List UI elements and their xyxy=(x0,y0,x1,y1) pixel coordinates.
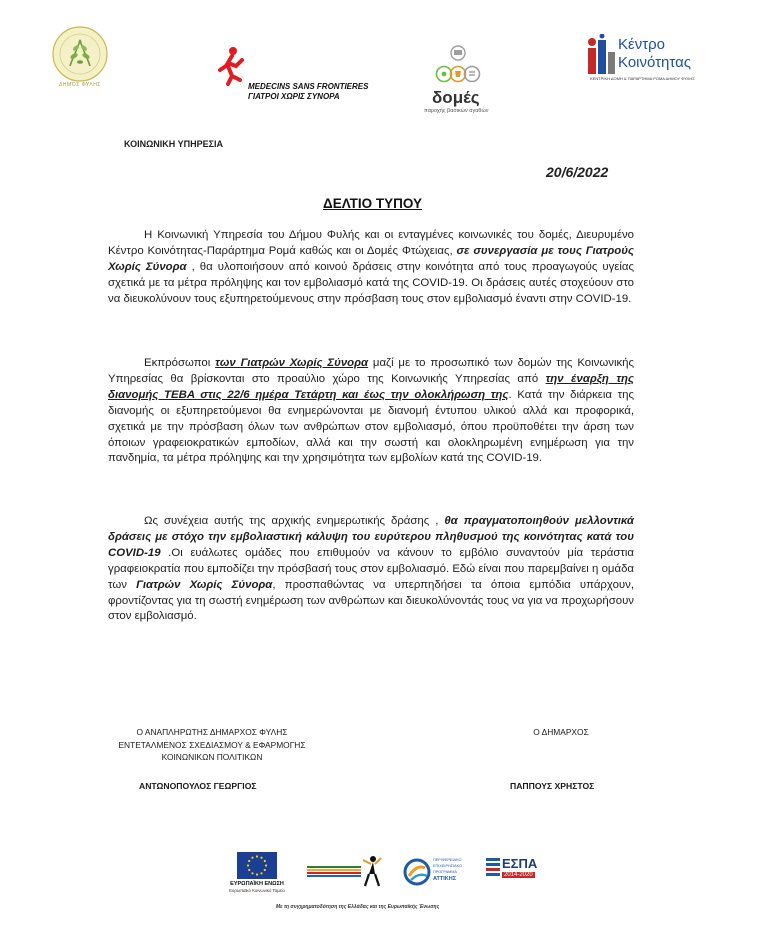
signature-left-line1: Ο ΑΝΑΠΛΗΡΩΤΗΣ ΔΗΜΑΡΧΟΣ ΦΥΛΗΣ xyxy=(136,727,288,737)
espa-logo xyxy=(486,856,546,886)
p2-text-d: την έναρξη της διανομής ΤΕΒΑ στις 22/6 ημέρα Τετάρτη και έως την ολοκλήρωση της xyxy=(108,372,634,401)
signature-left-title xyxy=(108,726,316,764)
kentro-title-line2: Κοινότητας xyxy=(618,54,692,71)
signature-right-title: Ο ΔΗΜΑΡΧΟΣ xyxy=(533,727,589,737)
dimos-fylis-label: ΔΗΜΟΣ ΦΥΛΗΣ xyxy=(59,82,101,88)
msf-runner-icon xyxy=(218,46,246,86)
p1-text-a: Η Κοινωνική Υπηρεσία του Δήμου Φυλής και οι ενταγμένες κοινωνικές του δομές, Διευρυμένο Κέντρο Κοινότητας-Παράρτημα Ρομά καθώς και οι Δομές Φτώχειας, xyxy=(108,229,634,257)
p1-text-b: σε συνεργασία με τους Γιατρούς Χωρίς Σύνορα xyxy=(108,244,634,273)
attiki-line2: ΕΠΙΧΕΙΡΗΣΙΑΚΟ xyxy=(433,864,463,868)
document-title: ΔΕΛΤΙΟ ΤΥΠΟΥ xyxy=(323,196,422,211)
msf-logo xyxy=(218,46,369,101)
espa-name: ΕΣΠΑ xyxy=(502,856,538,871)
domes-icons xyxy=(434,44,482,86)
p2-text-e: . Κατά την διάρκεια της διανομής οι εξυπηρετούμενοι θα ενημερώνονται με διανομή έντυπου υλικού αλλά και προφορικά, σχετικά με την πρόσβαση όλων των ανθρώπων στον εμβολιασμό, όπου προϋποθέτει την άρση των όποιων γραφειοκρατικών εμποδίων, αλλά και την σωστή και ολοκληρωμένη ενημέρωση για την πανδημία, τα μέτρα πρόληψης και την χρησιμότητα των εμβολίων κατά της COVID-19. xyxy=(108,388,634,465)
municipality-seal-icon xyxy=(52,26,108,82)
attiki-line1: ΠΕΡΙΦΕΡΕΙΑΚΟ xyxy=(433,858,462,862)
p3-text-b: θα πραγματοποιηθούν μελλοντικά δράσεις με στόχο την εμβολιαστική κάλυψη του ευρύτερου πληθυσμού της κοινότητας κατά του COVID-19 xyxy=(108,515,634,559)
espa-years: 2014-2020 xyxy=(504,872,533,878)
community-people-icon xyxy=(588,34,616,74)
dimos-fylis-logo xyxy=(52,26,108,88)
p2-text-a: Εκπρόσωποι xyxy=(144,357,216,369)
eu-flag-icon xyxy=(237,852,277,879)
attiki-line3: ΠΡΟΓΡΑΜΜΑ xyxy=(433,870,457,874)
signature-left-line2: ΕΝΤΕΤΑΛΜΕΝΟΣ ΣΧΕΔΙΑΣΜΟΥ & ΕΦΑΡΜΟΓΗΣ xyxy=(118,739,306,750)
p3-text-c: .Οι ευάλωτες ομάδες που επιθυμούν να κάνουν το εμβόλιο συναντούν μία τεράστια γραφειοκρατία που εμποδίζει την πρόσβασή τους στον εμβολιασμό. Εδώ είναι που παρεμβαίνει η ομάδα των xyxy=(108,546,634,591)
signature-left-line3: ΚΟΙΝΩΝΙΚΩΝ ΠΟΛΙΤΙΚΩΝ xyxy=(161,752,263,762)
signature-right-name: ΠΑΠΠΟΥΣ ΧΡΗΣΤΟΣ xyxy=(510,781,595,791)
kentro-title-line1: Κέντρο xyxy=(618,36,665,53)
paragraph-1 xyxy=(108,228,634,308)
msf-name-latin: MEDECINS SANS FRONTIERES xyxy=(248,82,369,91)
cofinance-note: Με τη συγχρηματοδότηση της Ελλάδας και της Ευρωπαϊκής Ένωσης xyxy=(276,904,440,910)
domes-subtitle: παροχής βασικών αγαθών xyxy=(424,108,489,114)
attiki-line4: ΑΤΤΙΚΗΣ xyxy=(433,876,457,882)
attiki-swirl-icon xyxy=(403,858,431,886)
paragraph-2 xyxy=(108,356,634,467)
p2-text-c: μαζί με το προσωπικό των δομών της Κοινωνικής Υπηρεσίας θα βρίσκονται στο προαύλιο χώρο της Κοινωνικής Υπηρεσίας από xyxy=(108,357,634,385)
signature-left-name: ΑΝΤΩΝΟΠΟΥΛΟΣ ΓΕΩΡΓΙΟΣ xyxy=(139,781,257,791)
eu-label: ΕΥΡΩΠΑΪΚΗ ΕΝΩΣΗ xyxy=(230,881,284,887)
department-label: ΚΟΙΝΩΝΙΚΗ ΥΠΗΡΕΣΙΑ xyxy=(124,139,224,149)
p2-text-b: των Γιατρών Χωρίς Σύνορα xyxy=(215,357,369,369)
kentro-subtitle: ΚΕΝΤΡΙΚΗ ΔΟΜΗ & ΠΑΡΑΡΤΗΜΑ ΡΟΜΑ ΔΗΜΟΥ ΦΥΛΗΣ xyxy=(590,76,695,81)
p3-text-a: Ως συνέχεια αυτής της αρχικής ενημερωτικής δράσης , xyxy=(144,515,445,527)
document-date: 20/6/2022 xyxy=(546,164,609,180)
p3-text-d: Γιατρών Χωρίς Σύνορα xyxy=(136,578,273,591)
program-emblem xyxy=(305,852,385,890)
attiki-program-logo xyxy=(403,856,483,890)
program-emblem-icon xyxy=(305,852,385,890)
kentro-koinotitas-logo xyxy=(588,30,698,86)
p1-text-c: , θα υλοποιήσουν από κοινού δράσεις στην κοινότητα από τους προαγωγούς υγείας σχετικά με τα μέτρα πρόληψης και τον εμβολιασμό κατά της COVID-19. Οι δράσεις αυτές στοχεύουν στο να διευκολύνουν τους εξυπηρετούμενους στην πρόσβαση τους στον εμβολιασμό έναντι στην COVID-19. xyxy=(108,260,634,305)
p3-text-e: , προσπαθώντας να υπερπηδήσει τα όποια εμπόδια υπάρχουν, φροντίζοντας για τη σωστή ενημέρωση των ανθρώπων και διευκολύνοντάς τους να για να προχωρήσουν στον εμβολιασμό. xyxy=(108,578,634,623)
espa-flag-icon xyxy=(486,858,500,880)
domes-logo xyxy=(424,44,494,114)
paragraph-3 xyxy=(108,514,634,625)
eu-logo xyxy=(222,852,292,898)
msf-name-greek: ΓΙΑΤΡΟΙ ΧΩΡΙΣ ΣΥΝΟΡΑ xyxy=(248,92,340,101)
eu-fund-label: Ευρωπαϊκό Κοινωνικό Ταμείο xyxy=(229,888,285,893)
domes-name: δομές xyxy=(432,88,480,107)
